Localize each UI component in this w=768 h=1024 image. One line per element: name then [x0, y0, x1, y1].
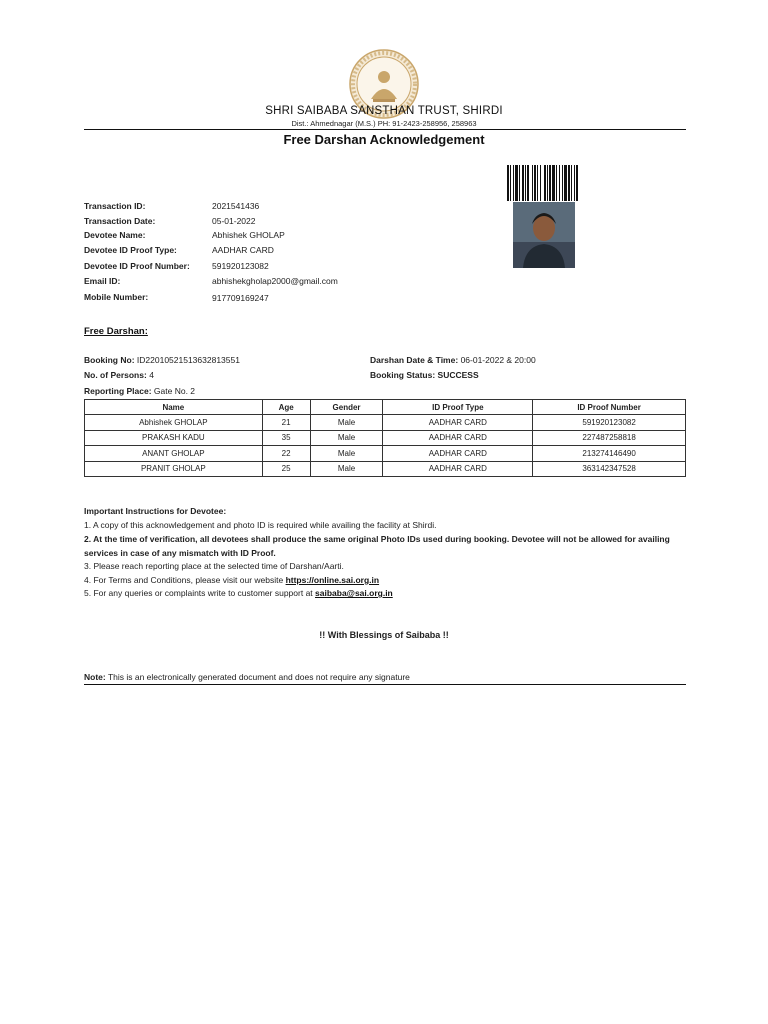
booking-status-label: Booking Status: [370, 370, 436, 380]
organization-name: SHRI SAIBABA SANSTHAN TRUST, SHIRDI [265, 105, 503, 117]
persons-count-label: No. of Persons: [84, 370, 147, 380]
cell-age: 35 [262, 430, 310, 445]
barcode-bar [507, 165, 509, 201]
barcode-bar [556, 165, 557, 201]
field-label: Transaction ID: [84, 201, 146, 211]
blessing-text: !! With Blessings of Saibaba !! [319, 630, 449, 640]
support-email-link[interactable]: saibaba@sai.org.in [315, 588, 393, 598]
instruction-item-1: 1. A copy of this acknowledgement and photo ID is required while availing the facility at Shirdi. [84, 520, 437, 530]
organization-address: Dist.: Ahmednagar (M.S.) PH: 91-2423-258956, 258963 [291, 119, 477, 128]
barcode-bar [532, 165, 533, 201]
cell-name: PRAKASH KADU [85, 430, 263, 445]
column-header-id-proof-number: ID Proof Number [533, 400, 686, 415]
table-row [85, 415, 686, 430]
cell-name: ANANT GHOLAP [85, 446, 263, 461]
barcode-bar [568, 165, 570, 201]
barcode-bar [552, 165, 555, 201]
field-value: 917709169247 [212, 293, 269, 303]
barcode-bar [574, 165, 575, 201]
booking-status-line [370, 370, 479, 380]
barcode-bar [549, 165, 551, 201]
cell-id-proof-number: 591920123082 [533, 415, 686, 430]
barcode-bar [525, 165, 526, 201]
barcode-bar [540, 165, 541, 201]
cell-id-proof-number: 213274146490 [533, 446, 686, 461]
persons-count-line [84, 370, 154, 380]
instruction-item-3: 3. Please reach reporting place at the selected time of Darshan/Aarti. [84, 561, 344, 571]
note-text: This is an electronically generated document and does not require any signature [105, 672, 410, 682]
reporting-place-line [84, 386, 195, 396]
barcode-bar [571, 165, 572, 201]
barcode-bar [510, 165, 511, 201]
field-label: Transaction Date: [84, 216, 156, 226]
barcode-bar [544, 165, 546, 201]
barcode-bar [527, 165, 529, 201]
booking-number-label: Booking No: [84, 355, 135, 365]
cell-age: 25 [262, 461, 310, 476]
instruction-item-5 [84, 587, 684, 601]
instruction-item-4-text: 4. For Terms and Conditions, please visit our website [84, 575, 286, 585]
cell-name: Abhishek GHOLAP [85, 415, 263, 430]
field-label: Mobile Number: [84, 292, 149, 302]
field-label: Devotee ID Proof Number: [84, 261, 190, 271]
cell-age: 22 [262, 446, 310, 461]
persons-count-value: 4 [149, 370, 154, 380]
note-line [84, 672, 410, 682]
table-header-row [85, 400, 686, 415]
barcode-bar [537, 165, 538, 201]
footer-divider [84, 684, 686, 685]
cell-gender: Male [310, 461, 383, 476]
field-label: Devotee ID Proof Type: [84, 245, 177, 255]
note-label: Note: [84, 672, 106, 682]
field-value: 591920123082 [212, 261, 269, 271]
booking-number-value: ID22010521513632813551 [136, 355, 240, 365]
booking-status-value: SUCCESS [437, 370, 479, 380]
barcode-bar [519, 165, 520, 201]
devotee-photo [513, 202, 575, 268]
cell-gender: Male [310, 415, 383, 430]
booking-number-line [84, 355, 240, 365]
cell-name: PRANIT GHOLAP [85, 461, 263, 476]
barcode-bar [522, 165, 524, 201]
website-link[interactable]: https://online.sai.org.in [285, 575, 380, 585]
instruction-item-4 [84, 574, 684, 588]
header-divider [84, 129, 686, 130]
barcode-bar [562, 165, 563, 201]
barcode-bar [564, 165, 567, 201]
barcode-bar [515, 165, 518, 201]
cell-id-proof-type: AADHAR CARD [383, 415, 533, 430]
field-label: Email ID: [84, 276, 121, 286]
darshan-datetime-value: 06-01-2022 & 20:00 [460, 355, 536, 365]
table-row [85, 446, 686, 461]
reporting-place-value: Gate No. 2 [153, 386, 196, 396]
free-darshan-heading: Free Darshan: [84, 326, 148, 337]
column-header-name: Name [85, 400, 263, 415]
cell-gender: Male [310, 430, 383, 445]
table-row [85, 461, 686, 476]
cell-id-proof-type: AADHAR CARD [383, 430, 533, 445]
barcode-bar [547, 165, 548, 201]
field-value: abhishekgholap2000@gmail.com [212, 276, 338, 286]
reporting-place-label: Reporting Place: [84, 386, 152, 396]
darshan-datetime-label: Darshan Date & Time: [370, 355, 459, 365]
field-label: Devotee Name: [84, 230, 146, 240]
field-value: 2021541436 [212, 201, 260, 211]
field-value: 05-01-2022 [212, 216, 256, 226]
cell-id-proof-type: AADHAR CARD [383, 461, 533, 476]
column-header-id-proof-type: ID Proof Type [383, 400, 533, 415]
column-header-age: Age [262, 400, 310, 415]
field-value: AADHAR CARD [212, 245, 274, 255]
barcode-bar [576, 165, 578, 201]
darshan-datetime-line [370, 355, 536, 365]
cell-age: 21 [262, 415, 310, 430]
cell-id-proof-number: 363142347528 [533, 461, 686, 476]
column-header-gender: Gender [310, 400, 383, 415]
cell-id-proof-type: AADHAR CARD [383, 446, 533, 461]
instruction-item-2: 2. At the time of verification, all devotees shall produce the same original Photo IDs used during booking. Devotee will not be allowed for availing services in case of any mismatch with ID Proof. [84, 534, 670, 558]
barcode-image [507, 165, 603, 201]
barcode-bar [534, 165, 536, 201]
document-title: Free Darshan Acknowledgement [283, 132, 485, 147]
instructions-heading: Important Instructions for Devotee: [84, 506, 227, 516]
cell-gender: Male [310, 446, 383, 461]
barcode-bar [513, 165, 514, 201]
barcode-bar [559, 165, 560, 201]
table-row [85, 430, 686, 445]
instruction-item-5-text: 5. For any queries or complaints write to customer support at [84, 588, 316, 598]
devotees-table [84, 399, 686, 477]
field-value: Abhishek GHOLAP [212, 230, 285, 240]
cell-id-proof-number: 227487258818 [533, 430, 686, 445]
